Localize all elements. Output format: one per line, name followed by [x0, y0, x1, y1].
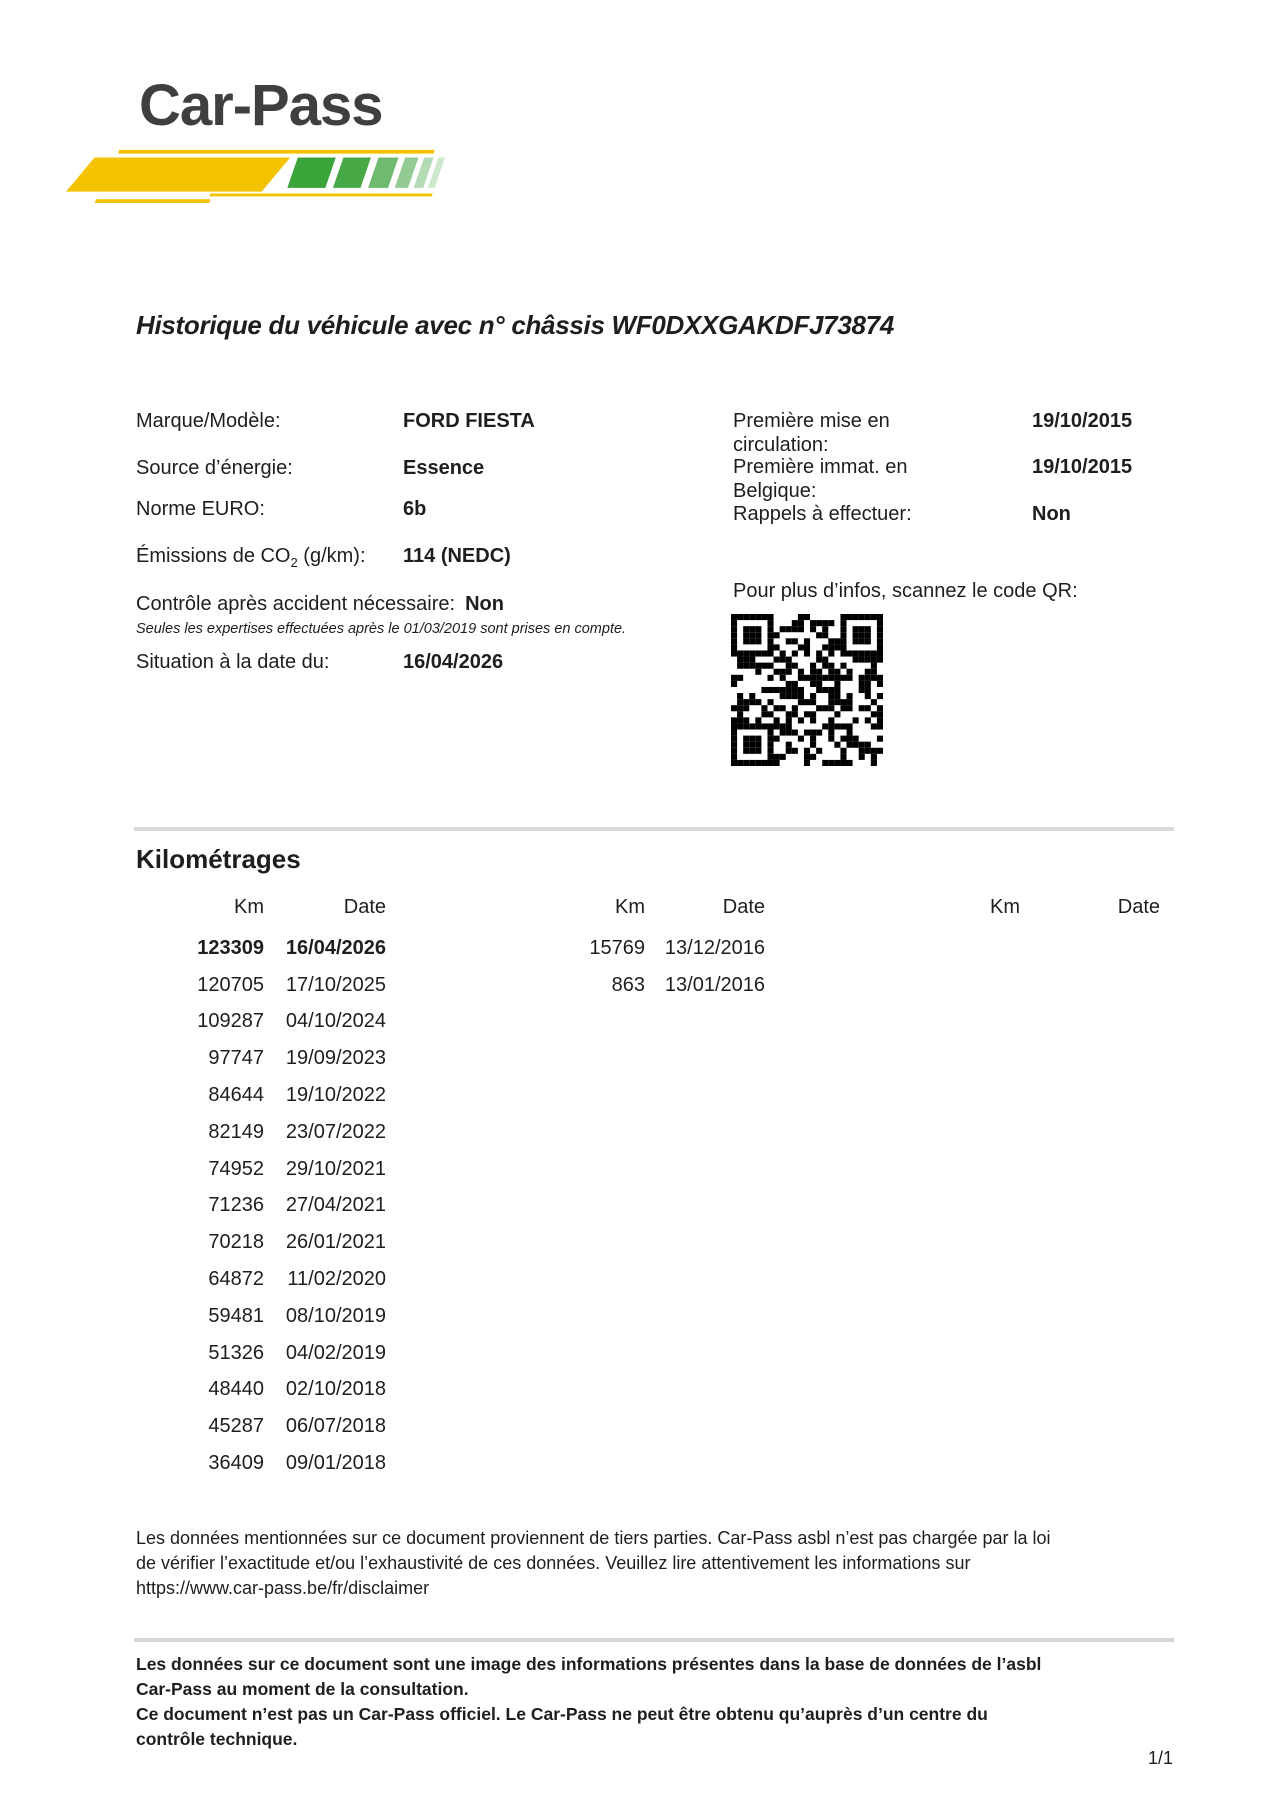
km-row [154, 1224, 386, 1261]
disclaimer-line: Les données mentionnées sur ce document proviennent de tiers parties. Car-Pass asbl n’est pas chargée par la loi [136, 1528, 1051, 1548]
marque-label: Marque/Modèle: [136, 410, 281, 432]
km-row [154, 930, 386, 967]
legal-line: Car-Pass au moment de la consultation. [136, 1679, 469, 1699]
kilometrages-section-title: Kilométrages [136, 844, 301, 874]
qr-caption: Pour plus d’infos, scannez le code QR: [733, 580, 1078, 602]
date-column-header: Date [1117, 895, 1160, 918]
km-date: 04/10/2024 [285, 1010, 386, 1033]
controle-value: Non [465, 593, 504, 615]
km-date: 29/10/2021 [285, 1157, 386, 1180]
date-column-header: Date [722, 895, 765, 918]
km-date: 23/07/2022 [285, 1120, 386, 1143]
detail-row-premiere-circulation [733, 409, 1133, 457]
document-title: Historique du véhicule avec n° châssis WF0DXXGAKDFJ73874 [136, 310, 894, 340]
detail-row-co2 [136, 544, 511, 575]
km-date: 02/10/2018 [285, 1378, 386, 1401]
km-value: 82149 [208, 1120, 264, 1143]
car-pass-logo-text: Car-Pass [139, 73, 383, 138]
km-row [154, 1114, 386, 1151]
km-table-header-row [535, 884, 765, 930]
norme-euro-label: Norme EURO: [136, 498, 265, 520]
premiere-circulation-value: 19/10/2015 [1032, 410, 1133, 432]
km-value: 74952 [208, 1157, 264, 1180]
km-date: 19/10/2022 [285, 1084, 386, 1107]
km-date: 06/07/2018 [285, 1415, 386, 1438]
co2-label-suffix: (g/km): [297, 545, 366, 567]
rappels-label: Rappels à effectuer: [733, 503, 912, 525]
km-date: 19/09/2023 [285, 1047, 386, 1070]
km-row [535, 930, 765, 967]
page-number: 1/1 [1148, 1748, 1174, 1768]
km-date: 13/12/2016 [664, 936, 765, 959]
km-date: 16/04/2026 [285, 936, 386, 959]
co2-value: 114 (NEDC) [403, 545, 511, 567]
detail-row-norme-euro [136, 497, 427, 521]
detail-row-situation [136, 650, 504, 674]
detail-row-rappels [733, 502, 1071, 526]
km-table-2 [535, 884, 765, 1004]
km-table-header-row [154, 884, 386, 930]
date-column-header: Date [343, 895, 386, 918]
premiere-immat-label: Première immat. en Belgique: [733, 456, 908, 502]
km-date: 13/01/2016 [664, 973, 765, 996]
km-value: 51326 [208, 1341, 264, 1364]
energie-value: Essence [403, 457, 485, 479]
km-row [154, 1004, 386, 1041]
km-date: 27/04/2021 [285, 1194, 386, 1217]
km-value: 120705 [197, 973, 264, 996]
section-divider-top [134, 827, 1174, 831]
km-table-header-row [910, 884, 1160, 930]
section-divider-bottom [134, 1638, 1174, 1642]
km-column-header: Km [234, 895, 264, 918]
marque-value: FORD FIESTA [403, 410, 535, 432]
norme-euro-value: 6b [403, 498, 427, 520]
premiere-circulation-label: Première mise en circulation: [733, 410, 890, 456]
km-value: 863 [611, 973, 645, 996]
km-row [154, 1445, 386, 1482]
rappels-value: Non [1032, 503, 1071, 525]
km-column-header: Km [615, 895, 645, 918]
km-value: 71236 [208, 1194, 264, 1217]
km-date: 11/02/2020 [287, 1268, 386, 1291]
legal-line: Les données sur ce document sont une image des informations présentes dans la base de données de l’asbl [136, 1654, 1042, 1674]
km-row [154, 1372, 386, 1409]
km-date: 09/01/2018 [285, 1452, 386, 1475]
premiere-immat-value: 19/10/2015 [1032, 456, 1133, 478]
qr-code [731, 614, 883, 766]
km-row [154, 1040, 386, 1077]
km-row [154, 1151, 386, 1188]
km-table-1 [154, 884, 386, 1482]
situation-label: Situation à la date du: [136, 651, 330, 673]
detail-row-energie [136, 456, 485, 480]
km-row [154, 1298, 386, 1335]
legal-line: contrôle technique. [136, 1729, 298, 1749]
legal-paragraph [136, 1652, 1182, 1752]
co2-label [136, 544, 366, 575]
km-row [154, 1188, 386, 1225]
disclaimer-paragraph [136, 1526, 1182, 1601]
km-row [154, 1335, 386, 1372]
detail-row-controle [136, 592, 626, 638]
controle-label: Contrôle après accident nécessaire: [136, 593, 456, 615]
detail-row-premiere-immat [733, 455, 1133, 503]
km-row [154, 1408, 386, 1445]
energie-label: Source d’énergie: [136, 457, 293, 479]
km-value: 15769 [589, 936, 645, 959]
detail-row-marque [136, 409, 535, 433]
km-value: 84644 [208, 1084, 264, 1107]
co2-subscript: 2 [290, 555, 298, 570]
km-value: 109287 [197, 1010, 264, 1033]
km-date: 17/10/2025 [285, 973, 386, 996]
disclaimer-url: https://www.car-pass.be/fr/disclaimer [136, 1578, 430, 1598]
km-value: 59481 [208, 1304, 264, 1327]
km-date: 08/10/2019 [285, 1304, 386, 1327]
disclaimer-line: de vérifier l’exactitude et/ou l’exhaustivité de ces données. Veuillez lire attentivement les informations sur [136, 1553, 971, 1573]
km-value: 123309 [197, 936, 264, 959]
km-value: 45287 [208, 1415, 264, 1438]
km-column-header: Km [990, 895, 1020, 918]
km-row [154, 967, 386, 1004]
km-value: 64872 [208, 1268, 264, 1291]
situation-value: 16/04/2026 [403, 651, 504, 673]
km-date: 26/01/2021 [285, 1231, 386, 1254]
km-date: 04/02/2019 [285, 1341, 386, 1364]
co2-label-prefix: Émissions de CO [136, 545, 291, 567]
km-row [154, 1077, 386, 1114]
km-row [154, 1261, 386, 1298]
km-table-3 [910, 884, 1160, 930]
km-row [535, 967, 765, 1004]
car-pass-logo-swoosh-icon [66, 146, 446, 210]
km-value: 48440 [208, 1378, 264, 1401]
legal-line: Ce document n’est pas un Car-Pass officiel. Le Car-Pass ne peut être obtenu qu’auprès d’un centre du [136, 1704, 988, 1724]
controle-note: Seules les expertises effectuées après le 01/03/2019 sont prises en compte. [136, 621, 627, 637]
km-value: 97747 [208, 1047, 264, 1070]
km-value: 70218 [208, 1231, 264, 1254]
km-value: 36409 [208, 1452, 264, 1475]
